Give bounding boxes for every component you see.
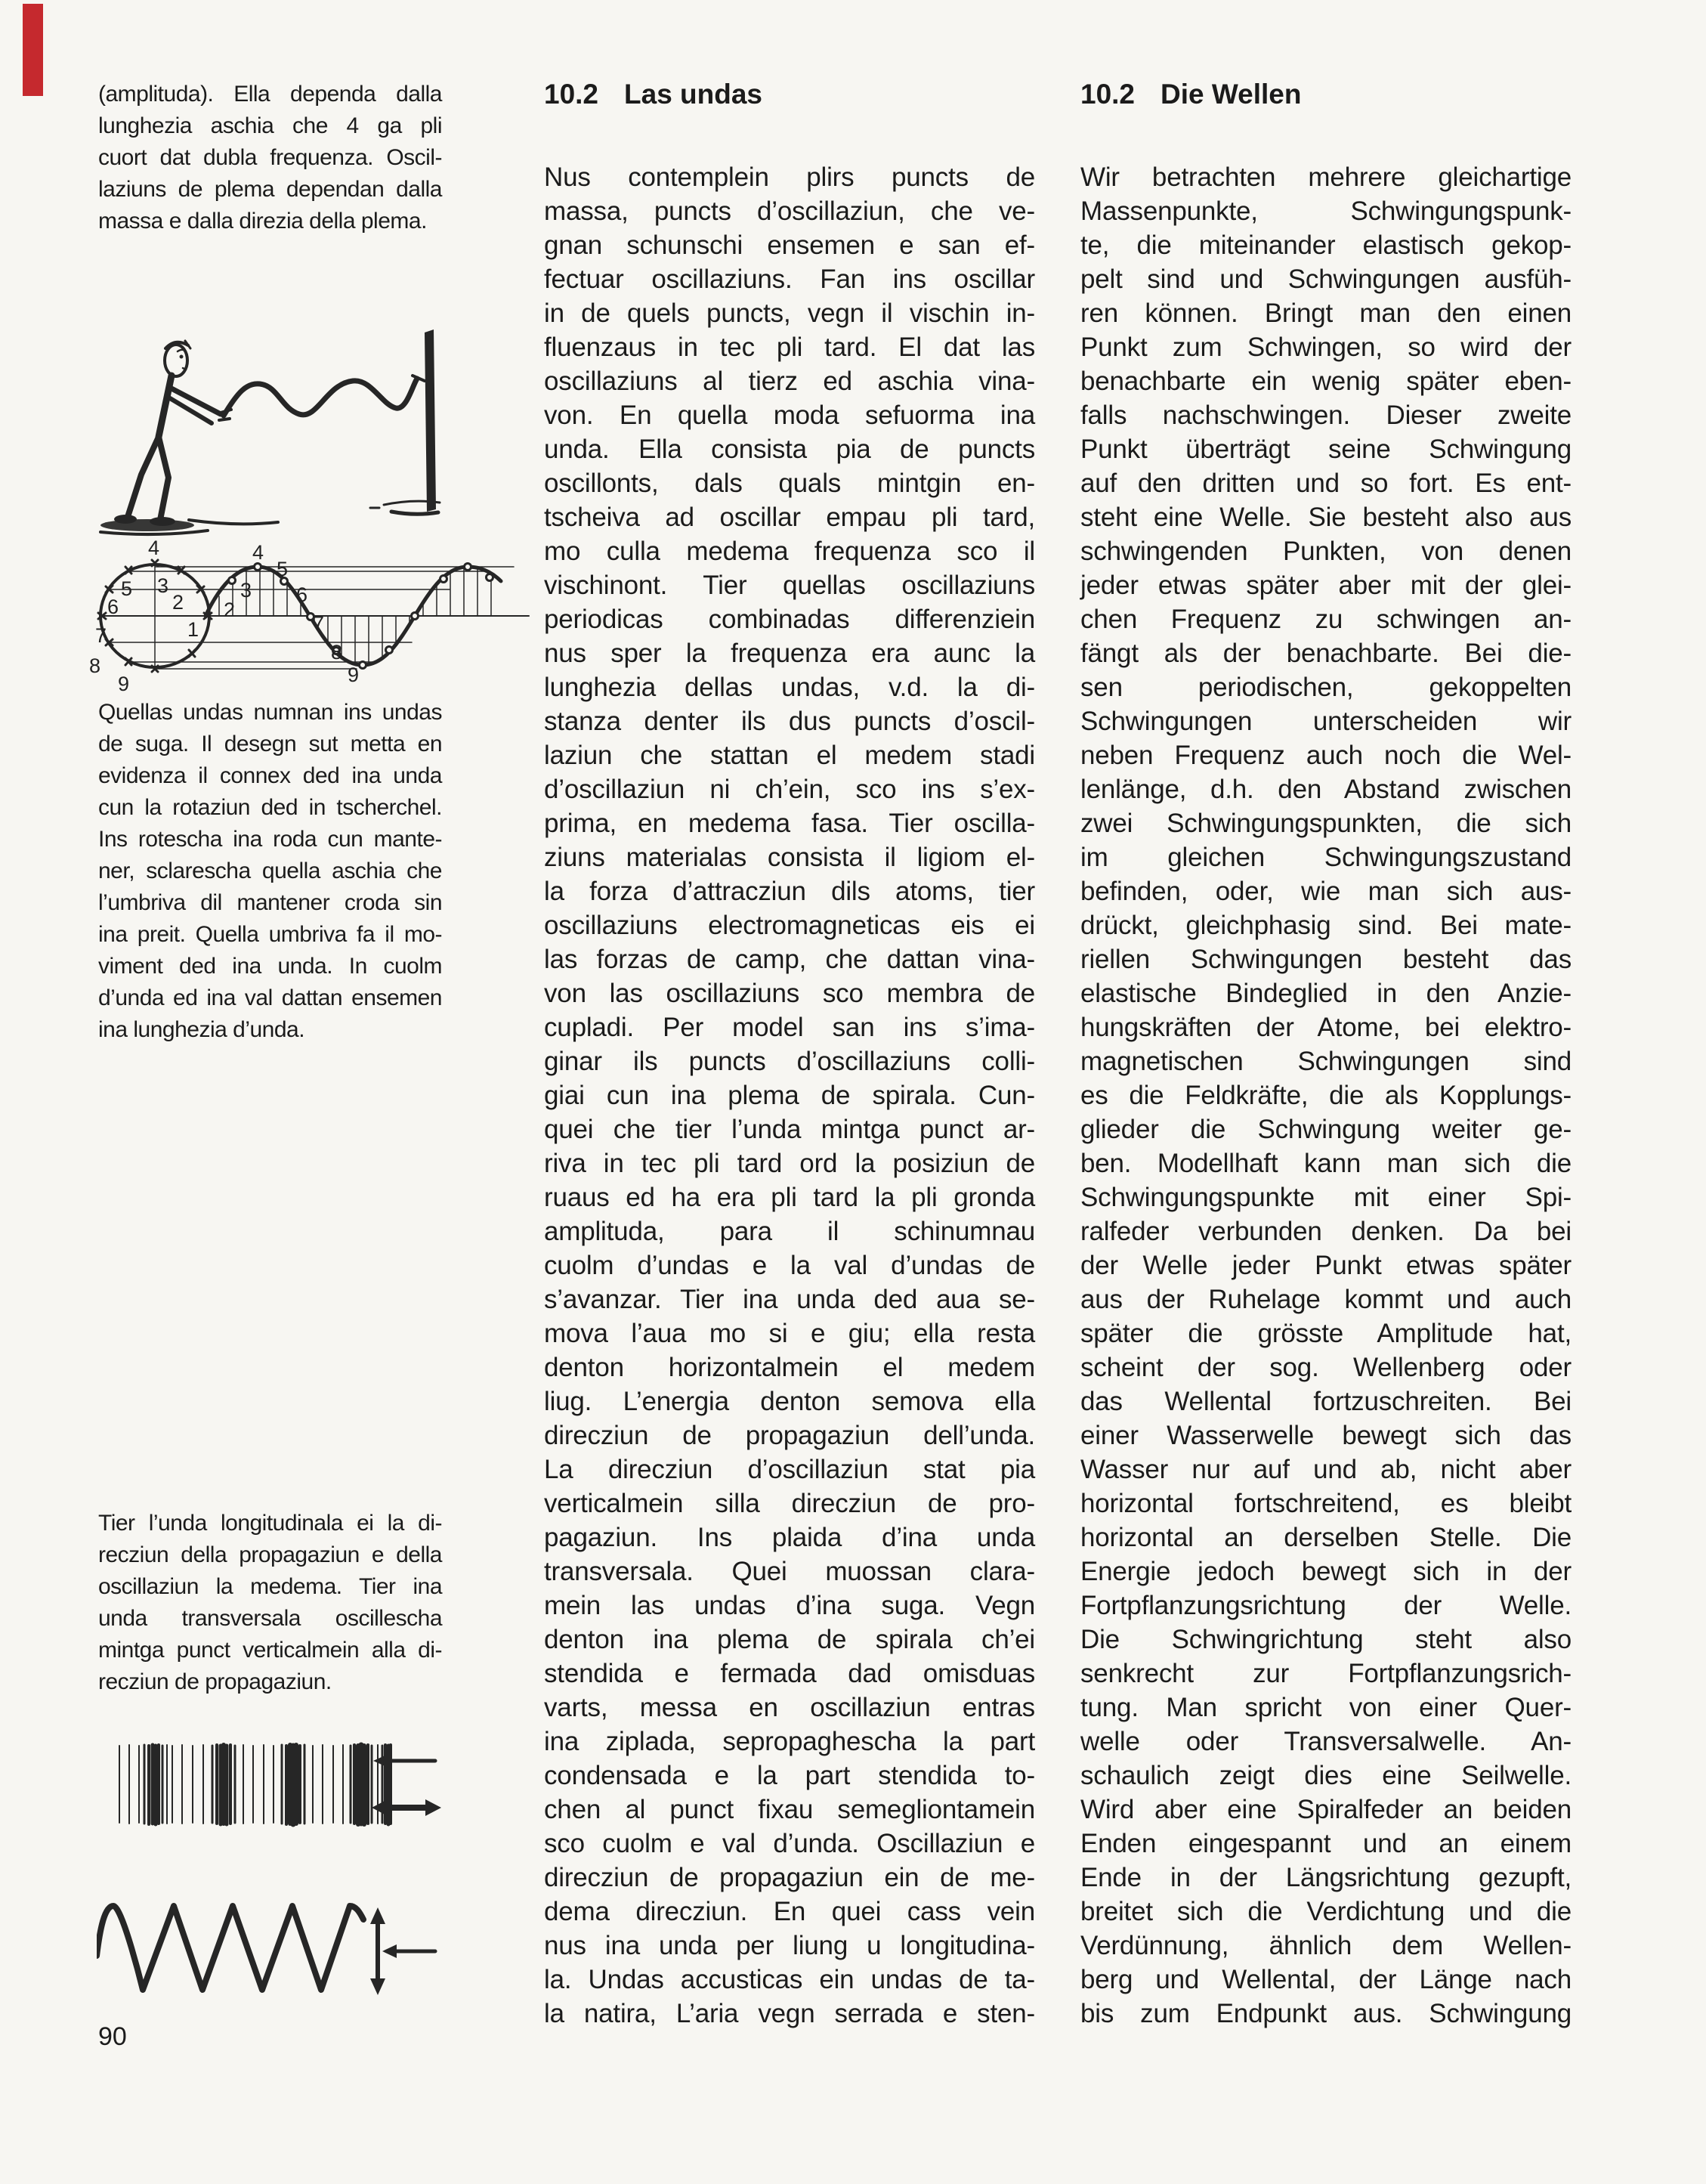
text-line: prima, en medema fasa. Tier oscilla- <box>544 809 1035 838</box>
text-line: de suga. Il desegn sut metta en <box>98 732 442 756</box>
text-line: nus sper la frequenza era aunc la <box>544 639 1035 668</box>
longitudinal-wave-figure <box>97 1738 444 1840</box>
rope <box>224 379 417 416</box>
section-title: Las undas <box>624 79 763 110</box>
wave-label-9: 9 <box>348 664 360 686</box>
text-line: zwei Schwingungspunkten, die sich <box>1080 809 1572 838</box>
text-line: Ende in der Längsrichtung gezupft, <box>1080 1863 1572 1892</box>
circle-label-3: 3 <box>157 574 169 597</box>
text-line: condensada e la part stendida to- <box>544 1761 1035 1790</box>
text-line: pelt sind und Schwingungen ausfüh- <box>1080 264 1572 294</box>
text-line: oscillonts, dals quals mintgin en- <box>544 469 1035 498</box>
text-line: falls nachschwingen. Dieser zweite <box>1080 401 1572 430</box>
text-line: Schwingungen unterscheiden wir <box>1080 707 1572 736</box>
text-line: Fortpflanzungsrichtung der Welle. <box>1080 1591 1572 1620</box>
text-line: ginar ils puncts d’oscillaziuns colli- <box>544 1047 1035 1076</box>
text-line: lunghezia dellas undas, v.d. la di- <box>544 673 1035 702</box>
text-line: d’oscillaziun ni ch’ein, sco ins s’ex- <box>544 775 1035 804</box>
text-line: im gleichen Schwingungszustand <box>1080 843 1572 872</box>
text-line: chen Frequenz zu schwingen an- <box>1080 605 1572 634</box>
text-line: recziun de propagaziun. <box>98 1669 332 1694</box>
text-line: mein las undas d’ina suga. Vegn <box>544 1591 1035 1620</box>
text-line: es die Feldkräfte, die als Kopplungs- <box>1080 1081 1572 1110</box>
text-line: drückt, gleichphasig sind. Bei mate- <box>1080 911 1572 940</box>
text-line: Wasser nur auf und ab, nicht aber <box>1080 1455 1572 1484</box>
text-line: vischinont. Tier quellas oscillaziuns <box>544 571 1035 600</box>
text-line: sen periodischen, gekoppelten <box>1080 673 1572 702</box>
text-line: schaulich zeigt dies eine Seilwelle. <box>1080 1761 1572 1790</box>
text-line: massa e dalla direzia della plema. <box>98 209 427 234</box>
text-line: unda transversala oscillescha <box>98 1606 442 1631</box>
text-line: Verdünnung, ähnlich dem Wellen- <box>1080 1931 1572 1960</box>
back-leg <box>128 437 159 517</box>
text-line: von las oscillaziuns sco membra de <box>544 979 1035 1008</box>
wave-label-7: 7 <box>313 612 325 635</box>
text-line: Wir betrachten mehrere gleichartige <box>1080 162 1572 192</box>
text-line: cupladi. Per model san ins s’ima- <box>544 1013 1035 1042</box>
text-line: Enden eingespannt und an einem <box>1080 1829 1572 1858</box>
text-line: te, die miteinander elastisch gekop- <box>1080 230 1572 260</box>
text-line: ralfeder verbunden denken. Da bei <box>1080 1217 1572 1246</box>
circle-label-2: 2 <box>172 591 184 614</box>
text-line: Tier l’unda longitudinala ei la di- <box>98 1511 442 1536</box>
text-line: varts, messa en oscillaziun entras <box>544 1693 1035 1722</box>
text-line: viment ded ina unda. In cuolm <box>98 954 442 979</box>
text-line: periodicas combinadas differenziein <box>544 605 1035 634</box>
text-line: cuort dat dubla frequenza. Oscil- <box>98 145 442 170</box>
text-line: riva in tec pli tard ord la posiziun de <box>544 1149 1035 1178</box>
text-line: laziuns de plema dependan dalla <box>98 177 442 202</box>
text-line: ina lunghezia d’unda. <box>98 1017 305 1042</box>
text-line: steht eine Welle. Sie besteht also aus <box>1080 503 1572 532</box>
text-line: Wird aber eine Spiralfeder an beiden <box>1080 1795 1572 1824</box>
text-line: la. Undas accusticas ein undas de ta- <box>544 1965 1035 1994</box>
text-line: unda. Ella consista pia de puncts <box>544 435 1035 464</box>
text-line: Die Schwingrichtung steht also <box>1080 1625 1572 1654</box>
text-line: l’umbriva dil mantener croda sin <box>98 890 442 915</box>
text-line: schwingenden Punkten, von denen <box>1080 537 1572 566</box>
text-line: direcziun de propagaziun ein de me- <box>544 1863 1035 1892</box>
circle-label-4: 4 <box>148 537 160 559</box>
text-line: La direcziun d’oscillaziun stat pia <box>544 1455 1035 1484</box>
text-line: cun la rotaziun ded in tscherchel. <box>98 795 442 820</box>
circle-label-5: 5 <box>121 577 133 600</box>
text-line: magnetischen Schwingungen sind <box>1080 1047 1572 1076</box>
text-line: hungskräften der Atome, bei elektro- <box>1080 1013 1572 1042</box>
text-line: ren können. Bringt man den einen <box>1080 299 1572 328</box>
text-line: stanza denter ils dus puncts d’oscil- <box>544 707 1035 736</box>
text-line: Punkt zum Schwingen, so wird der <box>1080 333 1572 362</box>
text-line: der Welle jeder Punkt etwas später <box>1080 1251 1572 1280</box>
section-heading-german <box>1080 79 1301 110</box>
text-line: pagaziun. Ins plaida d’ina unda <box>544 1523 1035 1552</box>
text-line: laziun che stattan el medem stadi <box>544 741 1035 770</box>
text-line: ner, sclarescha quella aschia che <box>98 858 442 883</box>
text-line: tscheiva ad oscillar empau pli tard, <box>544 503 1035 532</box>
text-line: scheint der sog. Wellenberg oder <box>1080 1353 1572 1382</box>
text-line: Energie jedoch bewegt sich in der <box>1080 1557 1572 1586</box>
text-line: lenlänge, d.h. den Abstand zwischen <box>1080 775 1572 804</box>
text-line: später die grösste Amplitude hat, <box>1080 1319 1572 1348</box>
front-leg <box>159 437 168 520</box>
text-line: horizontal an derselben Stelle. Die <box>1080 1523 1572 1552</box>
text-line: neben Frequenz auch noch die Wel- <box>1080 741 1572 770</box>
text-line: d’unda ed ina val dattan ensemen <box>98 985 442 1010</box>
text-line: liug. L’energia denton semova ella <box>544 1387 1035 1416</box>
text-line: senkrecht zur Fortpflanzungsrich- <box>1080 1659 1572 1688</box>
text-line: verticalmein silla direcziun de pro- <box>544 1489 1035 1518</box>
text-line: fectuar oscillaziuns. Fan ins oscillar <box>544 264 1035 294</box>
wave-label-4: 4 <box>252 541 264 564</box>
text-line: denton horizontalmein el medem <box>544 1353 1035 1382</box>
text-line: sco cuolm e val d’unda. Oscillaziun e <box>544 1829 1035 1858</box>
text-line: las forzas de camp, che dattan vina- <box>544 945 1035 974</box>
text-line: Schwingungspunkte mit einer Spi- <box>1080 1183 1572 1212</box>
text-line: berg und Wellental, der Länge nach <box>1080 1965 1572 1994</box>
text-line: la forza d’attracziun dils atoms, tier <box>544 877 1035 906</box>
text-line: aus der Ruhelage kommt und auch <box>1080 1285 1572 1314</box>
text-line: giai cun ina plema de spirala. Cun- <box>544 1081 1035 1110</box>
text-line: amplituda, para il schinumnau <box>544 1217 1035 1246</box>
rope-wave-figure <box>76 302 529 544</box>
wave-label-3: 3 <box>240 579 252 602</box>
text-line: Ins rotescha ina roda cun mante- <box>98 827 442 852</box>
text-line: ziuns materialas consista il ligiom el- <box>544 843 1035 872</box>
text-line: denton ina plema de spirala ch’ei <box>544 1625 1035 1654</box>
text-line: nus ina unda per liung u longitudina- <box>544 1931 1035 1960</box>
text-line: ruaus ed ha era pli tard la pli gronda <box>544 1183 1035 1212</box>
section-number: 10.2 <box>544 79 599 110</box>
transverse-wave-figure <box>97 1897 444 2033</box>
text-line: befinden, oder, wie man sich aus- <box>1080 877 1572 906</box>
text-line: s’avanzar. Tier ina unda ded aua se- <box>544 1285 1035 1314</box>
text-line: elastische Bindeglied in den Anzie- <box>1080 979 1572 1008</box>
text-line: in de quels puncts, vegn il vischin in- <box>544 299 1035 328</box>
text-line: lunghezia aschia che 4 ga pli <box>98 113 442 138</box>
section-number: 10.2 <box>1080 79 1136 110</box>
wave-label-5: 5 <box>277 558 289 580</box>
wave-label-2: 2 <box>224 599 236 621</box>
text-line: Quellas undas numnan ins undas <box>98 700 442 725</box>
circle-label-7: 7 <box>95 624 107 647</box>
text-line: recziun della propagaziun e della <box>98 1542 442 1567</box>
left-paragraph-amplituda <box>98 79 442 237</box>
red-edge-mark <box>23 4 43 96</box>
text-line: chen al punct fixau semegliontamein <box>544 1795 1035 1824</box>
circle-label-1: 1 <box>187 618 199 641</box>
circle-label-9: 9 <box>118 673 130 695</box>
text-line: oscillaziun la medema. Tier ina <box>98 1574 442 1599</box>
page-number: 90 <box>98 2022 127 2051</box>
german-text-column <box>1080 160 1572 2031</box>
text-line: breitet sich die Verdichtung und die <box>1080 1897 1572 1926</box>
text-line: glieder die Schwingung weiter ge- <box>1080 1115 1572 1144</box>
text-line: riellen Schwingungen besteht das <box>1080 945 1572 974</box>
text-line: mova l’aua mo si e giu; ella resta <box>544 1319 1035 1348</box>
circle-projection-figure <box>76 529 544 695</box>
text-line: quei che tier l’unda mintga punct ar- <box>544 1115 1035 1144</box>
text-line: evidenza il connex ded ina unda <box>98 763 442 788</box>
text-line: mo culla medema frequenza sco il <box>544 537 1035 566</box>
text-line: stendida e fermada dad omisduas <box>544 1659 1035 1688</box>
text-line: auf den dritten und so fort. Es ent- <box>1080 469 1572 498</box>
text-line: einer Wasserwelle bewegt sich das <box>1080 1421 1572 1450</box>
text-line: ina preit. Quella umbriva fa il mo- <box>98 922 442 947</box>
left-paragraph-rope-waves <box>98 697 442 1046</box>
section-heading-romansh <box>544 79 762 110</box>
text-line: oscillaziuns al tierz ed aschia vina- <box>544 367 1035 396</box>
circle-label-8: 8 <box>89 654 101 677</box>
text-line: (amplituda). Ella dependa dalla <box>98 82 442 107</box>
wave-label-8: 8 <box>331 641 343 664</box>
text-line: oscillaziuns electromagneticas eis ei <box>544 911 1035 940</box>
wave-label-6: 6 <box>296 583 308 606</box>
text-line: tung. Man spricht von einer Quer- <box>1080 1693 1572 1722</box>
left-paragraph-longitudinal <box>98 1508 442 1698</box>
text-line: benachbarte ein wenig später eben- <box>1080 367 1572 396</box>
left-arrow-icon <box>382 1944 435 1958</box>
text-line: la natira, L’aria vegn serrada e sten- <box>544 1999 1035 2028</box>
text-line: mintga punct verticalmein alla di- <box>98 1638 442 1663</box>
circle-label-6: 6 <box>107 595 119 618</box>
text-line: direcziun de propagaziun dell’unda. <box>544 1421 1035 1450</box>
text-line: das Wellental fortzuschreiten. Bei <box>1080 1387 1572 1416</box>
text-line: transversala. Quei muossan clara- <box>544 1557 1035 1586</box>
text-line: ben. Modellhaft kann man sich die <box>1080 1149 1572 1178</box>
text-line: cuolm d’undas e la val d’undas de <box>544 1251 1035 1280</box>
text-line: jeder etwas später aber mit der glei- <box>1080 571 1572 600</box>
text-line: massa, puncts d’oscillaziun, che ve- <box>544 196 1035 226</box>
text-line: ina ziplada, sepropaghescha la part <box>544 1727 1035 1756</box>
text-line: bis zum Endpunkt aus. Schwingung <box>1080 1999 1572 2028</box>
text-line: gnan schunschi ensemen e san ef- <box>544 230 1035 260</box>
text-line: fängt als der benachbarte. Bei die- <box>1080 639 1572 668</box>
text-line: horizontal fortschreitend, es bleibt <box>1080 1489 1572 1518</box>
text-line: Punkt überträgt seine Schwingung <box>1080 435 1572 464</box>
text-line: welle oder Transversalwelle. An- <box>1080 1727 1572 1756</box>
text-line: Massenpunkte, Schwingungspunk- <box>1080 196 1572 226</box>
romansh-text-column <box>544 160 1035 2031</box>
text-line: Nus contemplein plirs puncts de <box>544 162 1035 192</box>
section-title: Die Wellen <box>1161 79 1302 110</box>
text-line: fluenzaus in tec pli tard. El dat las <box>544 333 1035 362</box>
text-line: dema direcziun. En quei cass vein <box>544 1897 1035 1926</box>
spring-wave <box>97 1906 363 1990</box>
text-line: von. En quella moda sefuorma ina <box>544 401 1035 430</box>
